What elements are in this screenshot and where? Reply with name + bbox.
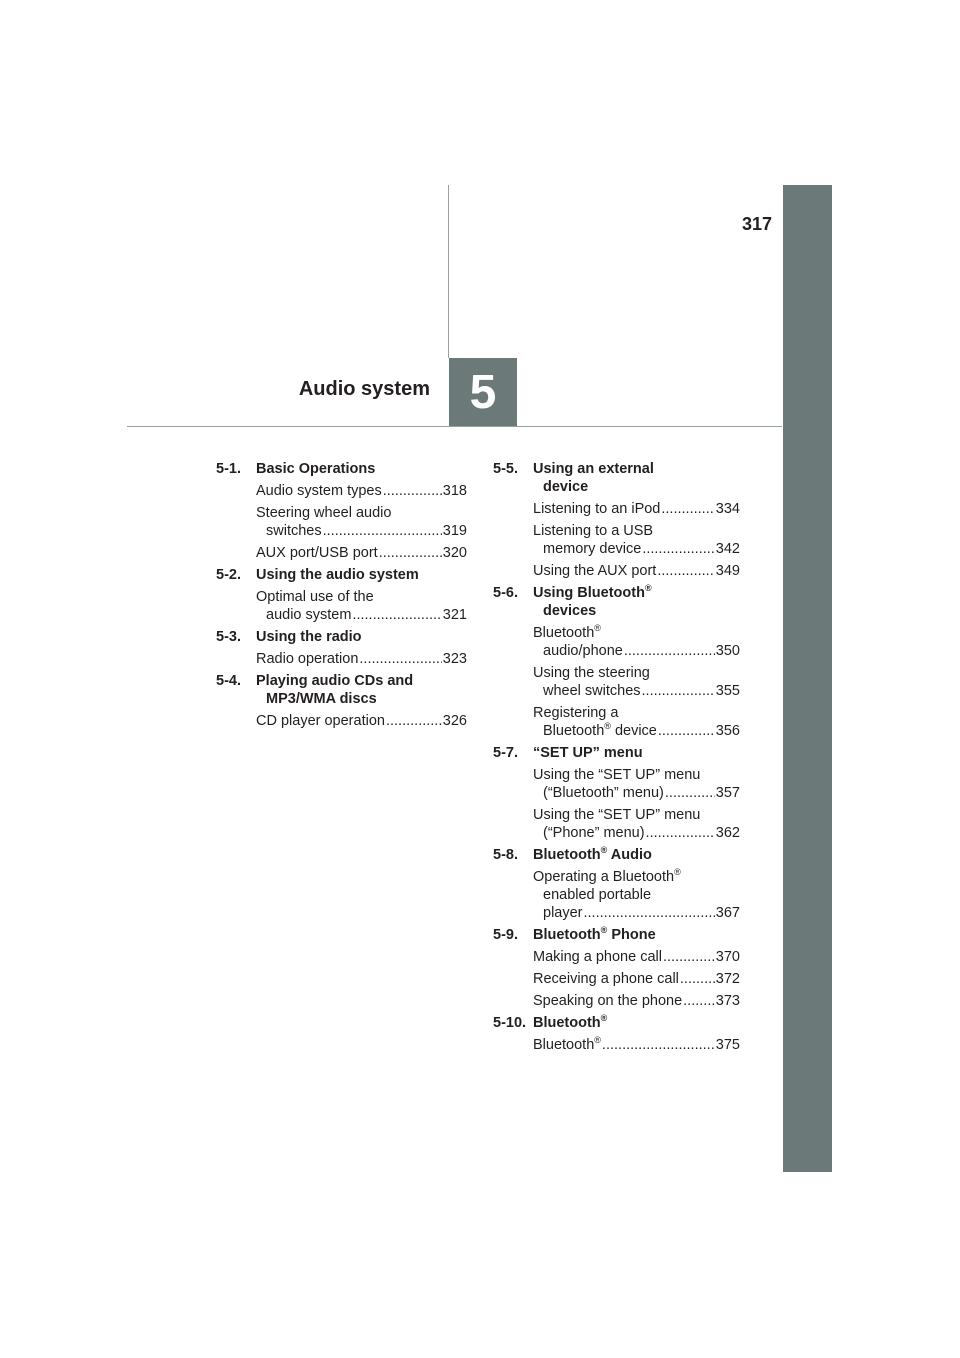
entry-title: Audio system types xyxy=(256,483,382,499)
entry-title: Using the “SET UP” menu xyxy=(533,807,701,823)
toc-entry[interactable] xyxy=(216,712,467,730)
toc-section-5-8 xyxy=(493,846,740,864)
entry-page: 370 xyxy=(715,949,740,965)
toc-section-5-5 xyxy=(493,460,740,496)
section-title: Bluetooth® Audio xyxy=(533,845,652,863)
toc-entry[interactable] xyxy=(216,588,467,624)
entry-title-cont: audio/phone xyxy=(543,643,623,659)
entry-title: Making a phone call xyxy=(533,949,662,965)
entry-title: CD player operation xyxy=(256,713,385,729)
entry-title: Bluetooth® xyxy=(533,1035,601,1053)
section-number: 5-7. xyxy=(493,745,518,761)
section-title-cont: devices xyxy=(543,603,597,619)
chapter-number-box: 5 xyxy=(449,358,517,426)
toc-entry[interactable] xyxy=(493,868,740,922)
entry-page: 320 xyxy=(442,545,467,561)
entry-page: 372 xyxy=(715,971,740,987)
toc-entry[interactable] xyxy=(493,766,740,802)
entry-title-cont: player xyxy=(543,905,583,921)
toc-section-5-4 xyxy=(216,672,467,708)
entry-title: Listening to an iPod xyxy=(533,501,661,517)
section-title-cont: MP3/WMA discs xyxy=(266,691,377,707)
entry-title: Listening to a USB xyxy=(533,523,654,539)
section-title: Using the audio system xyxy=(256,567,419,583)
section-number: 5-2. xyxy=(216,567,241,583)
horizontal-rule xyxy=(127,426,782,427)
toc-entry[interactable] xyxy=(493,522,740,558)
toc-entry[interactable] xyxy=(493,806,740,842)
entry-page: 321 xyxy=(442,607,467,623)
toc-entry[interactable] xyxy=(493,704,740,740)
section-title: “SET UP” menu xyxy=(533,745,643,761)
section-title: Using the radio xyxy=(256,629,362,645)
registered-mark: ® xyxy=(600,845,608,855)
section-number: 5-9. xyxy=(493,927,518,943)
registered-mark: ® xyxy=(594,1035,601,1045)
section-number: 5-1. xyxy=(216,461,241,477)
toc-entry[interactable] xyxy=(216,544,467,562)
toc-section-5-9 xyxy=(493,926,740,944)
entry-page: 375 xyxy=(715,1037,740,1053)
toc-right-column xyxy=(493,460,740,1058)
section-number: 5-8. xyxy=(493,847,518,863)
entry-title: AUX port/USB port xyxy=(256,545,378,561)
toc-entry[interactable] xyxy=(493,992,740,1010)
toc-section-5-2 xyxy=(216,566,467,584)
section-number: 5-3. xyxy=(216,629,241,645)
section-title: Using an external xyxy=(533,461,654,477)
entry-title: Operating a Bluetooth xyxy=(533,869,675,885)
toc-entry[interactable] xyxy=(216,504,467,540)
section-title: Using Bluetooth xyxy=(533,585,645,601)
toc-entry[interactable] xyxy=(493,1036,740,1054)
registered-mark: ® xyxy=(600,925,608,935)
toc-entry[interactable] xyxy=(493,562,740,580)
entry-page: 373 xyxy=(715,993,740,1009)
registered-mark: ® xyxy=(594,623,601,633)
toc-entry[interactable] xyxy=(493,624,740,660)
section-title: Playing audio CDs and xyxy=(256,673,414,689)
entry-title: Bluetooth xyxy=(533,625,595,641)
section-title: Bluetooth® Phone xyxy=(533,925,656,943)
entry-page: 323 xyxy=(442,651,467,667)
page-number: 317 xyxy=(741,214,772,234)
toc-left-column xyxy=(216,460,467,734)
section-title: Basic Operations xyxy=(256,461,376,477)
entry-title: Receiving a phone call xyxy=(533,971,679,987)
entry-title: Steering wheel audio xyxy=(256,505,392,521)
section-number: 5-6. xyxy=(493,585,518,601)
toc-section-5-10 xyxy=(493,1014,740,1032)
registered-mark: ® xyxy=(644,583,652,593)
entry-page: 356 xyxy=(715,723,740,739)
entry-title-cont: enabled portable xyxy=(543,887,652,903)
entry-page: 349 xyxy=(715,563,740,579)
entry-title-cont: switches xyxy=(266,523,322,539)
section-title-cont: device xyxy=(543,479,589,495)
section-number: 5-10. xyxy=(493,1015,527,1031)
entry-title: Using the “SET UP” menu xyxy=(533,767,701,783)
entry-title: Speaking on the phone xyxy=(533,993,683,1009)
entry-page: 326 xyxy=(442,713,467,729)
entry-title-cont: memory device xyxy=(543,541,642,557)
toc-entry[interactable] xyxy=(216,650,467,668)
toc-section-5-3 xyxy=(216,628,467,646)
entry-page: 319 xyxy=(442,523,467,539)
entry-page: 362 xyxy=(715,825,740,841)
toc-entry[interactable] xyxy=(216,482,467,500)
section-number: 5-5. xyxy=(493,461,518,477)
toc-entry[interactable] xyxy=(493,970,740,988)
entry-page: 342 xyxy=(715,541,740,557)
chapter-title: Audio system xyxy=(298,378,430,400)
entry-title: Using the steering xyxy=(533,665,650,681)
entry-page: 357 xyxy=(715,785,740,801)
toc-section-5-7 xyxy=(493,744,740,762)
entry-title-cont: (“Bluetooth” menu) xyxy=(543,785,664,801)
entry-title: Using the AUX port xyxy=(533,563,657,579)
entry-title-cont: audio system xyxy=(266,607,352,623)
chapter-side-tab xyxy=(783,185,832,1172)
section-title: Bluetooth xyxy=(533,1015,601,1031)
toc-entry[interactable] xyxy=(493,948,740,966)
entry-title-cont: (“Phone” menu) xyxy=(543,825,645,841)
toc-section-5-6 xyxy=(493,584,740,620)
registered-mark: ® xyxy=(600,1013,608,1023)
entry-title: Radio operation xyxy=(256,651,359,667)
entry-title: Registering a xyxy=(533,705,619,721)
registered-mark: ® xyxy=(604,721,611,731)
entry-title-cont: Bluetooth® device xyxy=(543,721,657,739)
entry-page: 318 xyxy=(442,483,467,499)
entry-title-cont: wheel switches xyxy=(543,683,641,699)
toc-section-5-1 xyxy=(216,460,467,478)
entry-page: 334 xyxy=(715,501,740,517)
registered-mark: ® xyxy=(674,867,681,877)
vertical-rule xyxy=(448,185,449,358)
entry-page: 355 xyxy=(715,683,740,699)
entry-title: Optimal use of the xyxy=(256,589,374,605)
entry-page: 350 xyxy=(715,643,740,659)
toc-entry[interactable] xyxy=(493,500,740,518)
entry-page: 367 xyxy=(715,905,740,921)
section-number: 5-4. xyxy=(216,673,241,689)
toc-entry[interactable] xyxy=(493,664,740,700)
